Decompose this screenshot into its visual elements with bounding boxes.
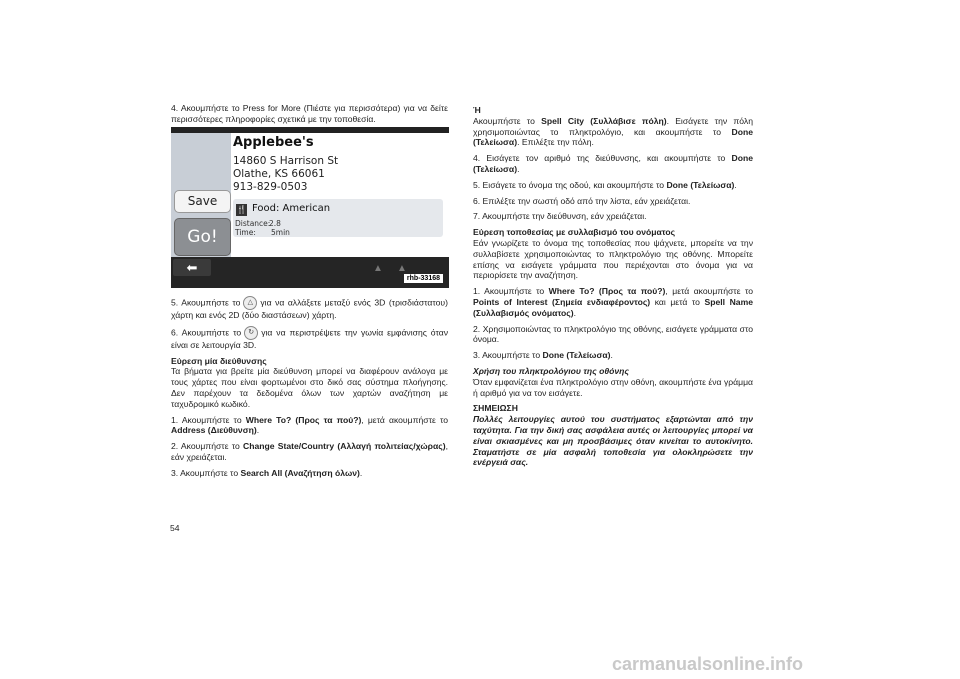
location-panel [171, 133, 449, 257]
step-4-text: 4. Ακουμπήστε το Press for More (Πιέστε για περισσότερα) για να δείτε περισσότερες πληροφορίες σχετικά με την τοποθεσία. [171, 103, 448, 124]
address-step-2: 2. Ακουμπήστε το Change State/Country (Αλλαγή πολιτείας/χώρας), εάν χρειάζεται. [171, 441, 448, 462]
section-heading-keyboard: Χρήση του πληκτρολόγιου της οθόνης [473, 365, 629, 376]
spell-city-step: Ακουμπήστε το Spell City (Συλλάβισε πόλη). Εισάγετε την πόλη χρησιμοποιώντας το πληκτρολόγιο, και ακουμπήστε το Done (Τελείωσα). Επιλέξτε την πόλη. [473, 115, 753, 148]
left-column-lower [171, 296, 448, 484]
distance-value: 2.8 [269, 219, 281, 228]
rotate-icon: ↻ [244, 326, 258, 340]
spell-name-paragraph: Εάν γνωρίζετε το όνομα της τοποθεσίας που ψάχνετε, μπορείτε να την συλλαβίσετε χρησιμοποιώντας το πληκτρολόγιο της οθόνης. Μπορείτε επίσης να εισάγετε γράμματα που περιέχονται στο όνομα για να περιορίσετε την αναζήτηση. [473, 237, 753, 281]
place-name: Applebee's [233, 135, 314, 150]
save-button[interactable]: Save [174, 190, 231, 213]
back-arrow-icon[interactable]: ⬅ [173, 259, 211, 276]
address-step-3: 3. Ακουμπήστε το Search All (Αναζήτηση όλων). [171, 467, 363, 478]
address-step-4: 4. Εισάγετε τον αριθμό της διεύθυνσης, και ακουμπήστε το Done (Τελείωσα). [473, 153, 754, 174]
3d-view-icon: △ [243, 296, 257, 310]
page-number: 54 [170, 523, 180, 533]
action-sidebar [171, 133, 231, 257]
time-value: 5min [271, 228, 290, 237]
distance-label: Distance: [235, 219, 271, 228]
category-label: Food: American [252, 203, 331, 214]
map-icon[interactable]: ▲ [397, 263, 407, 274]
place-phone[interactable]: 913-829-0503 [233, 181, 308, 193]
keyboard-paragraph: Όταν εμφανίζεται ένα πληκτρολόγιο στην οθόνη, ακουμπήστε ένα γράμμα ή αριθμό για να τον εισάγετε. [473, 376, 753, 398]
food-icon: 🍴 [236, 205, 247, 214]
spell-step-1: 1. Ακουμπήστε το Where To? (Προς τα πού?), μετά ακουμπήστε το Points of Interest (Σημεία ενδιαφέροντος) και μετά το Spell Name (Συλλαβισμός ονόματος). [473, 286, 754, 318]
step-5-text: 5. Ακουμπήστε το △ για να αλλάξετε μεταξύ ενός 3D (τρισδιάστατου) χάρτη και ενός 2D (δύο διαστάσεων) χάρτη. [171, 297, 448, 320]
place-city: Olathe, KS 66061 [233, 168, 325, 180]
address-step-5: 5. Εισάγετε το όνομα της οδού, και ακουμπήστε το Done (Τελείωσα). [473, 179, 737, 190]
section-heading-address: Εύρεση μία διεύθυνσης [171, 355, 267, 366]
left-column [171, 103, 448, 130]
address-paragraph: Τα βήματα για βρείτε μία διεύθυνση μπορεί να διαφέρουν ανάλογα με τους χάρτες που είναι φορτωμένοι στο δικό σας σύστημα πλοήγησης. Δεν παρέχουν τα δεδομένα όλων των χαρτών αναζήτηση με ταχυδρομικό κωδικό. [171, 366, 448, 409]
navigation-screen [171, 127, 449, 288]
note-text: Πολλές λειτουργίες αυτού του συστήματος εξαρτώνται από την ταχύτητα. Για την δική σας ασφάλεια αυτές οι λειτουργίες μπορεί να είναι σκιασμένες και μη προσβάσιμες όταν κινείται το αυτοκίνητο. Σταματήστε σε μία ασφαλή τοποθεσία για ολοκληρώσετε την ενέργειά σας. [473, 414, 753, 468]
location-info [231, 133, 449, 257]
place-street: 14860 S Harrison St [233, 155, 339, 167]
address-step-1: 1. Ακουμπήστε το Where To? (Προς τα πού?), μετά ακουμπήστε το Address (Διεύθυνση). [171, 414, 449, 436]
right-column [473, 105, 753, 473]
address-step-6: 6. Επιλέξτε την σωστή οδό από την λίστα, εάν χρειάζεται. [473, 195, 691, 206]
spell-step-3: 3. Ακουμπήστε το Done (Τελείωσα). [473, 350, 613, 361]
step-6-text: 6. Ακουμπήστε το ↻ για να περιστρέψετε την γωνία εμφάνισης όταν είναι σε λειτουργία 3D. [171, 327, 448, 350]
go-button[interactable]: Go! [174, 218, 231, 256]
note-heading: ΣΗΜΕΙΩΣΗ [473, 403, 518, 414]
map-icon[interactable]: ▲ [373, 263, 383, 274]
watermark: carmanualsonline.info [612, 654, 804, 674]
figure-reference: rhb-33168 [404, 274, 443, 283]
bottom-bar [171, 257, 449, 288]
or-label: Ή [473, 105, 481, 115]
address-step-7: 7. Ακουμπήστε την διεύθυνση, εάν χρειάζεται. [473, 211, 647, 222]
section-heading-spell-name: Εύρεση τοποθεσίας με συλλαβισμό του ονόματος [473, 227, 676, 238]
category-row [233, 199, 443, 237]
time-label: Time: [235, 228, 256, 237]
spell-step-2: 2. Χρησιμοποιώντας το πληκτρολόγιο της οθόνης, εισάγετε γράμματα στο όνομα. [473, 323, 753, 345]
